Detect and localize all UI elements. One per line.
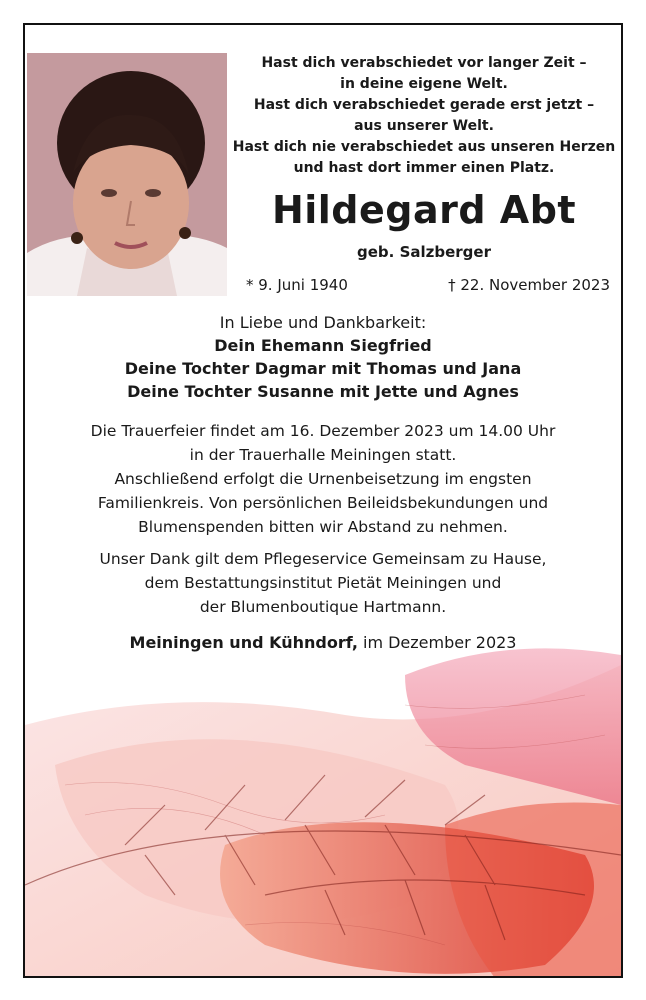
funeral-line: Die Trauerfeier findet am 16. Dezember 2023 um 14.00 Uhr <box>90 422 556 440</box>
death-date: † 22. November 2023 <box>448 276 610 294</box>
thanks-paragraph <box>25 547 621 619</box>
maiden-name: geb. Salzberger <box>357 243 491 261</box>
info-section <box>25 419 621 627</box>
portrait-photo <box>27 53 227 296</box>
place-date-line <box>25 631 621 655</box>
family-member: Deine Tochter Susanne mit Jette und Agnes <box>127 382 519 401</box>
funeral-line: Anschließend erfolgt die Urnenbeisetzung im engsten <box>114 470 532 488</box>
family-intro: In Liebe und Dankbarkeit: <box>219 313 427 332</box>
poem-line: aus unserer Welt. <box>354 118 494 134</box>
poem-line: Hast dich verabschiedet vor langer Zeit – <box>261 55 587 71</box>
poem <box>228 53 620 179</box>
portrait-illustration <box>27 53 227 296</box>
deceased-name: Hildegard Abt <box>271 188 577 232</box>
funeral-line: Familienkreis. Von persönlichen Beileidsbekundungen und <box>97 494 549 512</box>
family-member: Deine Tochter Dagmar mit Thomas und Jana <box>124 359 522 378</box>
funeral-paragraph <box>25 419 621 539</box>
family-section <box>25 311 621 403</box>
poem-line: in deine eigene Welt. <box>340 76 508 92</box>
funeral-line: in der Trauerhalle Meiningen statt. <box>189 446 457 464</box>
closing-place: Meiningen und Kühndorf, <box>129 633 358 652</box>
poem-line: und hast dort immer einen Platz. <box>293 160 555 176</box>
birth-date: * 9. Juni 1940 <box>246 276 348 294</box>
thanks-line: der Blumenboutique Hartmann. <box>199 598 447 616</box>
thanks-line: dem Bestattungsinstitut Pietät Meiningen und <box>144 574 502 592</box>
thanks-line: Unser Dank gilt dem Pflegeservice Gemeinsam zu Hause, <box>99 550 547 568</box>
poem-line: Hast dich verabschiedet gerade erst jetzt – <box>253 97 595 113</box>
family-member: Dein Ehemann Siegfried <box>214 336 432 355</box>
leaves-decoration <box>25 645 621 978</box>
obituary-frame <box>23 23 623 978</box>
poem-line: Hast dich nie verabschiedet aus unseren Herzen <box>232 139 616 155</box>
funeral-line: Blumenspenden bitten wir Abstand zu nehmen. <box>138 518 508 536</box>
life-dates <box>240 273 620 297</box>
closing-date: im Dezember 2023 <box>357 633 517 652</box>
